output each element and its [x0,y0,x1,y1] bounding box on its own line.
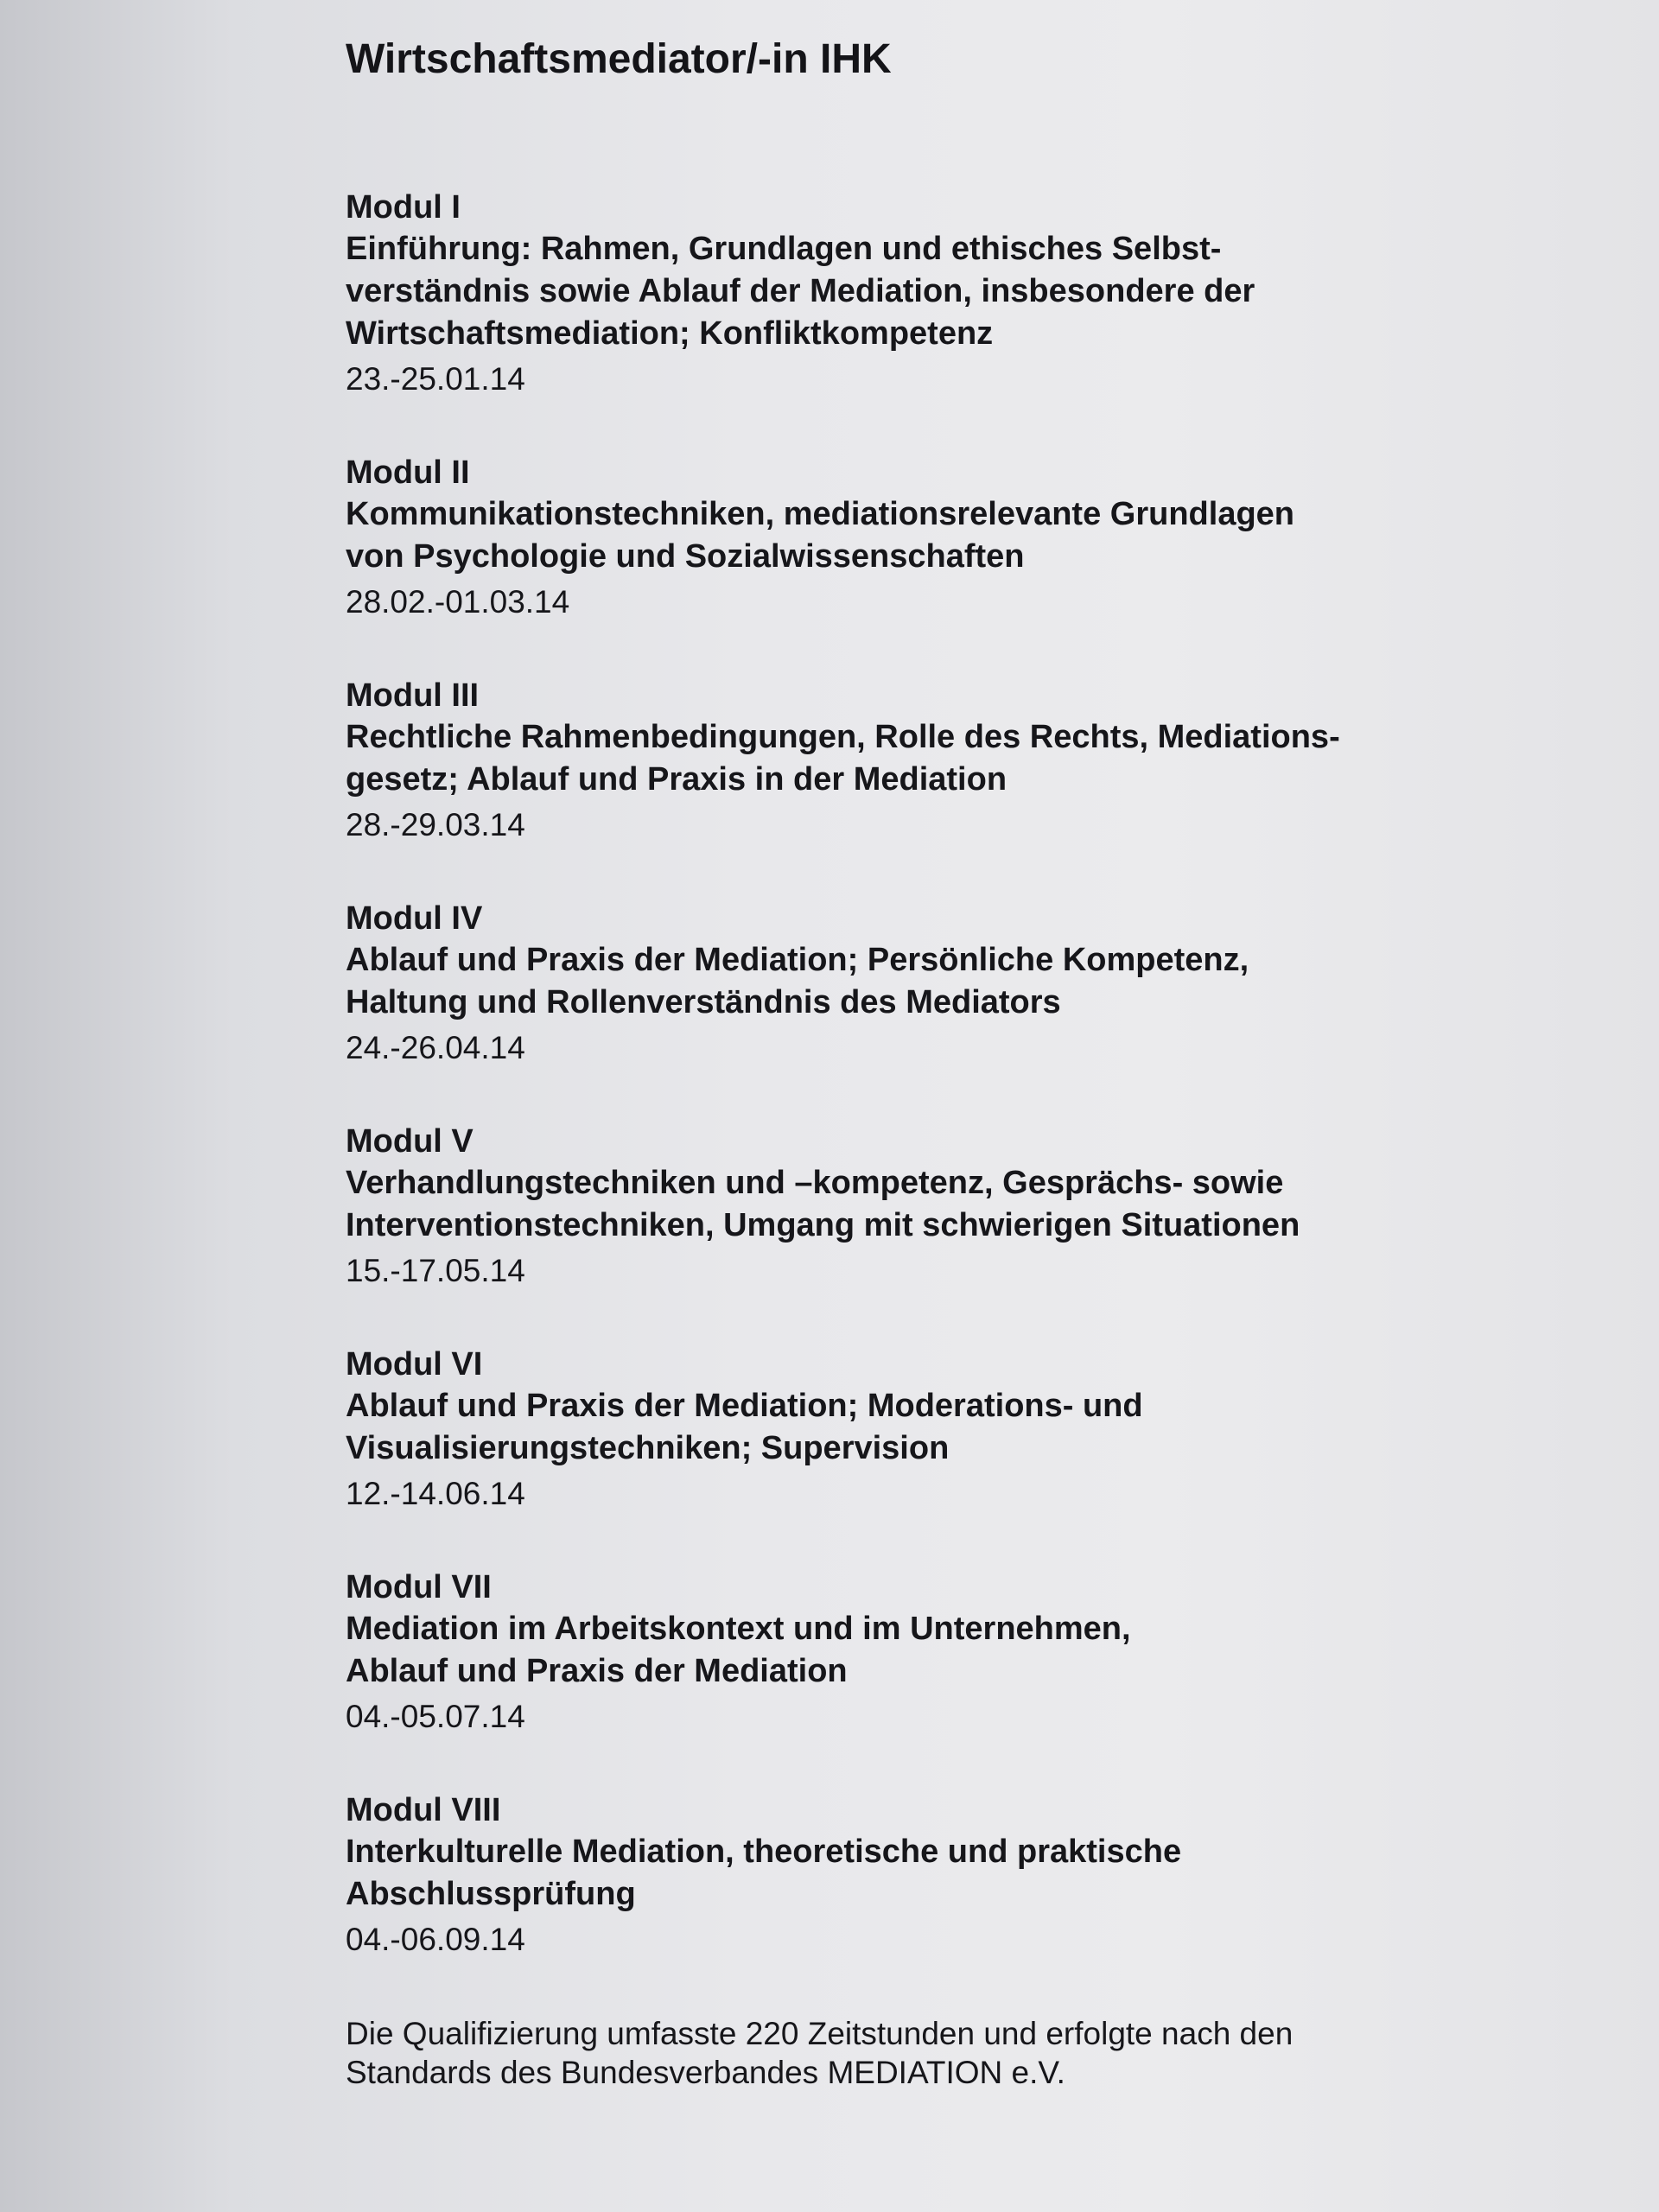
module-4 [346,898,1469,1071]
module-6 [346,1344,1469,1516]
module-name: Modul III [346,677,480,714]
module-3 [346,675,1469,848]
module-2 [346,452,1469,625]
document-title: Wirtschaftsmediator/-in IHK [346,36,892,82]
module-7 [346,1567,1469,1739]
module-date: 24.-26.04.14 [346,1029,525,1065]
module-topic: Ablauf und Praxis der Mediation; Persönliche Kompetenz, Haltung und Rollenverständnis des Mediators [346,941,1249,1020]
module-topic: Rechtliche Rahmenbedingungen, Rolle des Rechts, Mediations- gesetz; Ablauf und Praxis in der Mediation [346,718,1340,798]
module-date: 28.02.-01.03.14 [346,583,570,620]
module-date: 12.-14.06.14 [346,1475,525,1511]
module-topic: Verhandlungstechniken und –kompetenz, Gesprächs- sowie Interventionstechniken, Umgang mit schwierigen Situationen [346,1164,1300,1243]
module-1 [346,187,1469,402]
module-date: 15.-17.05.14 [346,1252,525,1288]
module-date: 04.-06.09.14 [346,1921,525,1957]
module-name: Modul II [346,454,470,491]
module-list [346,187,1469,1962]
module-8 [346,1789,1469,1962]
module-topic: Kommunikationstechniken, mediationsrelevante Grundlagen von Psychologie und Sozialwissenschaften [346,495,1295,575]
module-date: 04.-05.07.14 [346,1698,525,1734]
module-topic: Mediation im Arbeitskontext und im Unternehmen, Ablauf und Praxis der Mediation [346,1610,1131,1689]
document-page [346,35,1469,2092]
module-name: Modul VII [346,1568,492,1605]
module-name: Modul V [346,1122,474,1160]
module-date: 28.-29.03.14 [346,806,525,842]
module-name: Modul VI [346,1345,483,1382]
module-name: Modul VIII [346,1791,501,1828]
module-name: Modul IV [346,899,483,937]
module-date: 23.-25.01.14 [346,360,525,397]
module-5 [346,1121,1469,1294]
footer-note: Die Qualifizierung umfasste 220 Zeitstunden und erfolgte nach den Standards des Bundesverbandes MEDIATION e.V. [346,2015,1294,2090]
module-name: Modul I [346,188,461,226]
module-topic: Ablauf und Praxis der Mediation; Moderations- und Visualisierungstechniken; Supervision [346,1387,1143,1466]
module-topic: Interkulturelle Mediation, theoretische und praktische Abschlussprüfung [346,1833,1182,1912]
module-topic: Einführung: Rahmen, Grundlagen und ethisches Selbst- verständnis sowie Ablauf der Mediation, insbesondere der Wirtschaftsmediation; Konfliktkompetenz [346,230,1255,352]
